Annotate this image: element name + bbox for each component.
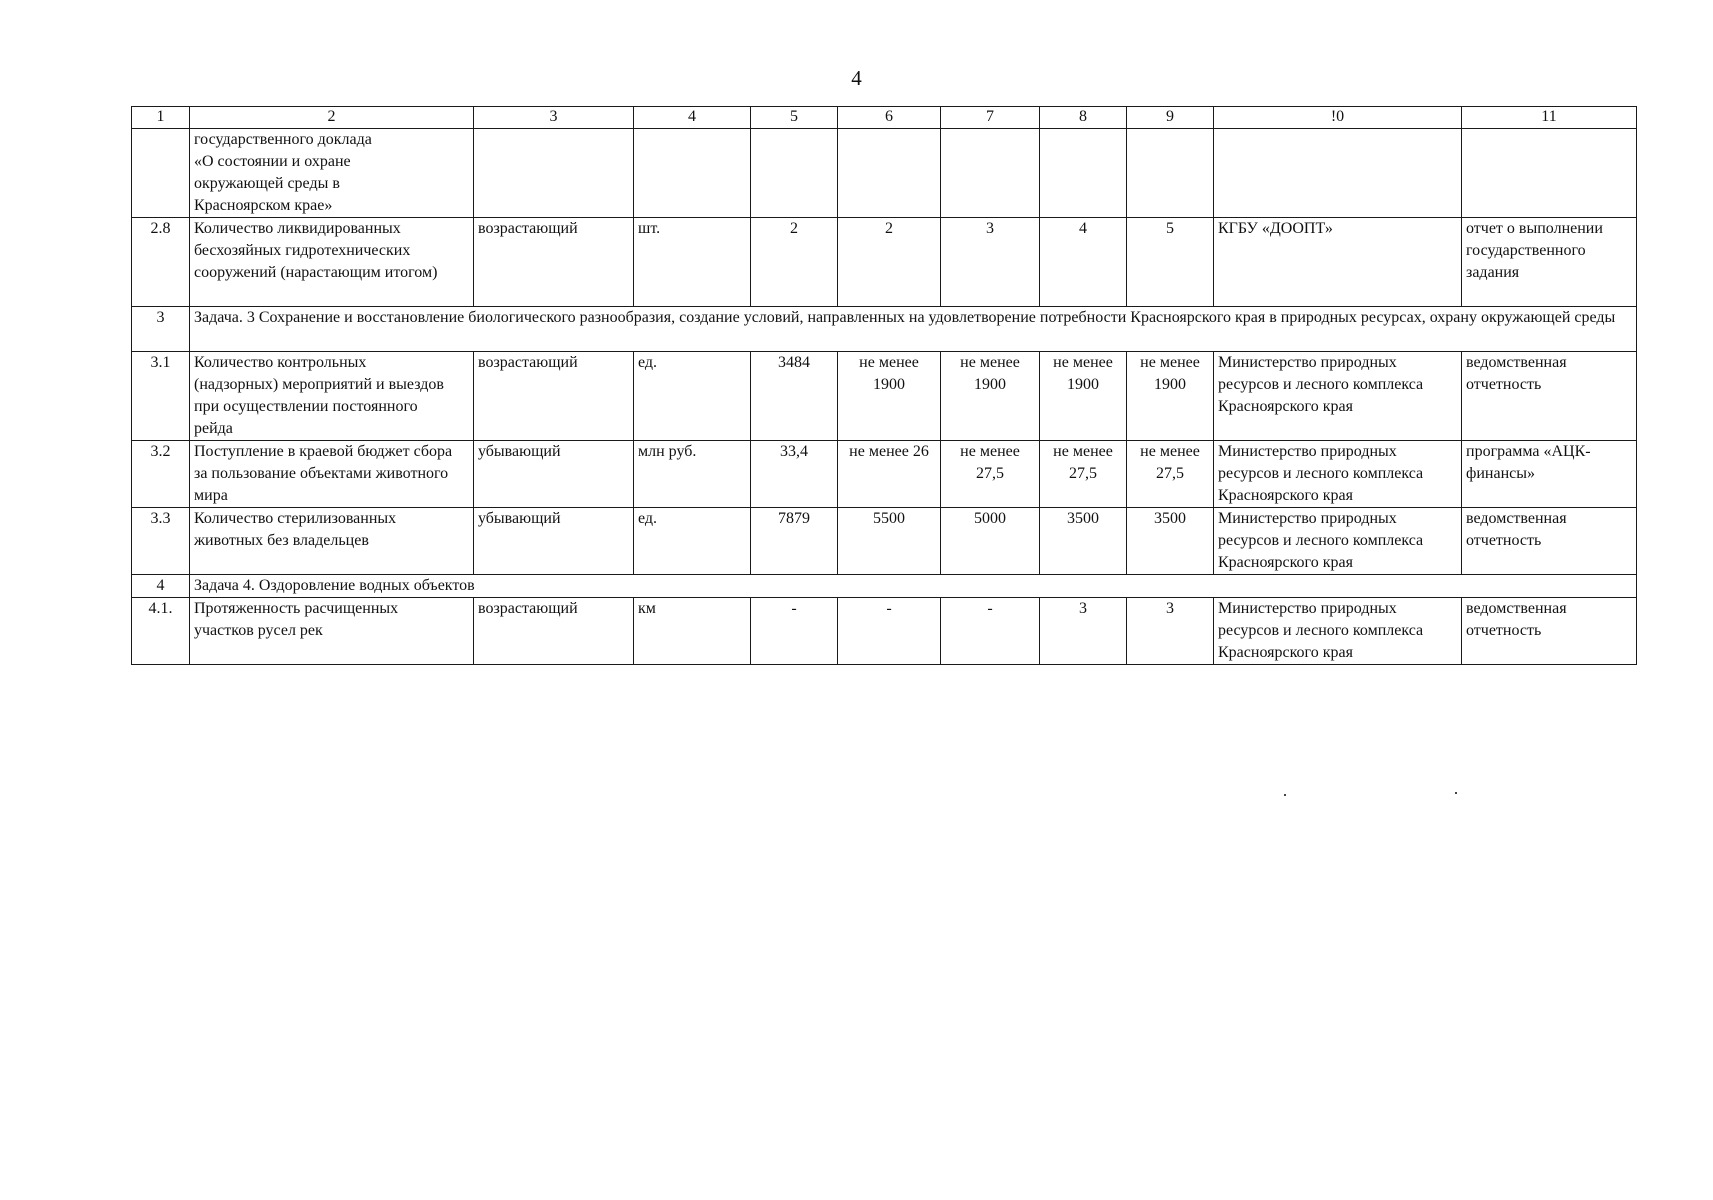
column-header: 8 [1040,107,1127,129]
data-source [1462,129,1637,218]
value-col-9: 3500 [1127,508,1214,575]
row-number: 4.1. [132,598,190,665]
indicator-trend: возрастающий [474,352,634,441]
indicator-trend: убывающий [474,508,634,575]
column-header: 6 [838,107,941,129]
data-source: ведомственная отчетность [1462,598,1637,665]
column-header: 2 [190,107,474,129]
table-row [132,598,1637,665]
indicator-name: Протяженность расчищенных участков русел рек [190,598,474,665]
table-row [132,129,1637,218]
row-number: 3.2 [132,441,190,508]
column-header: 1 [132,107,190,129]
indicator-name: Количество стерилизованных животных без владельцев [190,508,474,575]
task-number: 4 [132,575,190,598]
responsible-body: Министерство природных ресурсов и лесного комплекса Красноярского края [1214,441,1462,508]
column-header: 7 [941,107,1040,129]
indicator-name: Количество контрольных (надзорных) мероприятий и выездов при осуществлении постоянного рейда [190,352,474,441]
value-col-6 [838,129,941,218]
value-col-5 [751,129,838,218]
column-header: 11 [1462,107,1637,129]
row-number: 2.8 [132,218,190,307]
indicator-trend: убывающий [474,441,634,508]
value-col-7: 5000 [941,508,1040,575]
value-col-5: - [751,598,838,665]
table-row [132,508,1637,575]
indicator-unit [634,129,751,218]
indicator-unit: ед. [634,508,751,575]
value-col-6: 2 [838,218,941,307]
column-numbers-row [132,107,1637,129]
table-row [132,352,1637,441]
table-row [132,441,1637,508]
indicator-unit: млн руб. [634,441,751,508]
value-col-9: 3 [1127,598,1214,665]
data-source: программа «АЦК-финансы» [1462,441,1637,508]
value-col-7: - [941,598,1040,665]
value-col-5: 2 [751,218,838,307]
scan-speck [1455,792,1457,794]
indicator-trend: возрастающий [474,218,634,307]
table-row [132,218,1637,307]
column-header: 9 [1127,107,1214,129]
responsible-body: Министерство природных ресурсов и лесного комплекса Красноярского края [1214,508,1462,575]
value-col-8 [1040,129,1127,218]
indicator-name: государственного доклада «О состоянии и охране окружающей среды в Красноярском крае» [190,129,474,218]
task-title: Задача. 3 Сохранение и восстановление биологического разнообразия, создание условий, направленных на удовлетворение потребности Красноярского края в природных ресурсах, охрану окружающей среды [190,307,1637,352]
row-number [132,129,190,218]
value-col-7: 3 [941,218,1040,307]
column-header: 5 [751,107,838,129]
indicator-trend: возрастающий [474,598,634,665]
responsible-body [1214,129,1462,218]
value-col-8: 3500 [1040,508,1127,575]
value-col-9: не менее 1900 [1127,352,1214,441]
data-source: ведомственная отчетность [1462,508,1637,575]
responsible-body: Министерство природных ресурсов и лесного комплекса Красноярского края [1214,598,1462,665]
responsible-body: Министерство природных ресурсов и лесного комплекса Красноярского края [1214,352,1462,441]
value-col-8: не менее 27,5 [1040,441,1127,508]
task-row [132,307,1637,352]
indicator-name: Количество ликвидированных бесхозяйных гидротехнических сооружений (нарастающим итогом) [190,218,474,307]
column-header: !0 [1214,107,1462,129]
value-col-6: 5500 [838,508,941,575]
value-col-7: не менее 1900 [941,352,1040,441]
page-number: 4 [851,66,862,90]
indicator-name: Поступление в краевой бюджет сбора за пользование объектами животного мира [190,441,474,508]
column-header: 4 [634,107,751,129]
task-number: 3 [132,307,190,352]
value-col-9: не менее 27,5 [1127,441,1214,508]
value-col-6: не менее 26 [838,441,941,508]
value-col-5: 33,4 [751,441,838,508]
indicator-unit: км [634,598,751,665]
value-col-5: 7879 [751,508,838,575]
value-col-8: 3 [1040,598,1127,665]
column-header: 3 [474,107,634,129]
row-number: 3.1 [132,352,190,441]
data-source: ведомственная отчетность [1462,352,1637,441]
value-col-7: не менее 27,5 [941,441,1040,508]
value-col-5: 3484 [751,352,838,441]
value-col-6: не менее 1900 [838,352,941,441]
scan-speck [1284,794,1286,796]
indicators-table [131,106,1637,665]
row-number: 3.3 [132,508,190,575]
indicator-unit: шт. [634,218,751,307]
value-col-7 [941,129,1040,218]
data-source: отчет о выполнении государственного задания [1462,218,1637,307]
indicator-unit: ед. [634,352,751,441]
task-title: Задача 4. Оздоровление водных объектов [190,575,1637,598]
task-row [132,575,1637,598]
indicator-trend [474,129,634,218]
value-col-6: - [838,598,941,665]
value-col-9: 5 [1127,218,1214,307]
value-col-8: не менее 1900 [1040,352,1127,441]
value-col-8: 4 [1040,218,1127,307]
responsible-body: КГБУ «ДООПТ» [1214,218,1462,307]
value-col-9 [1127,129,1214,218]
